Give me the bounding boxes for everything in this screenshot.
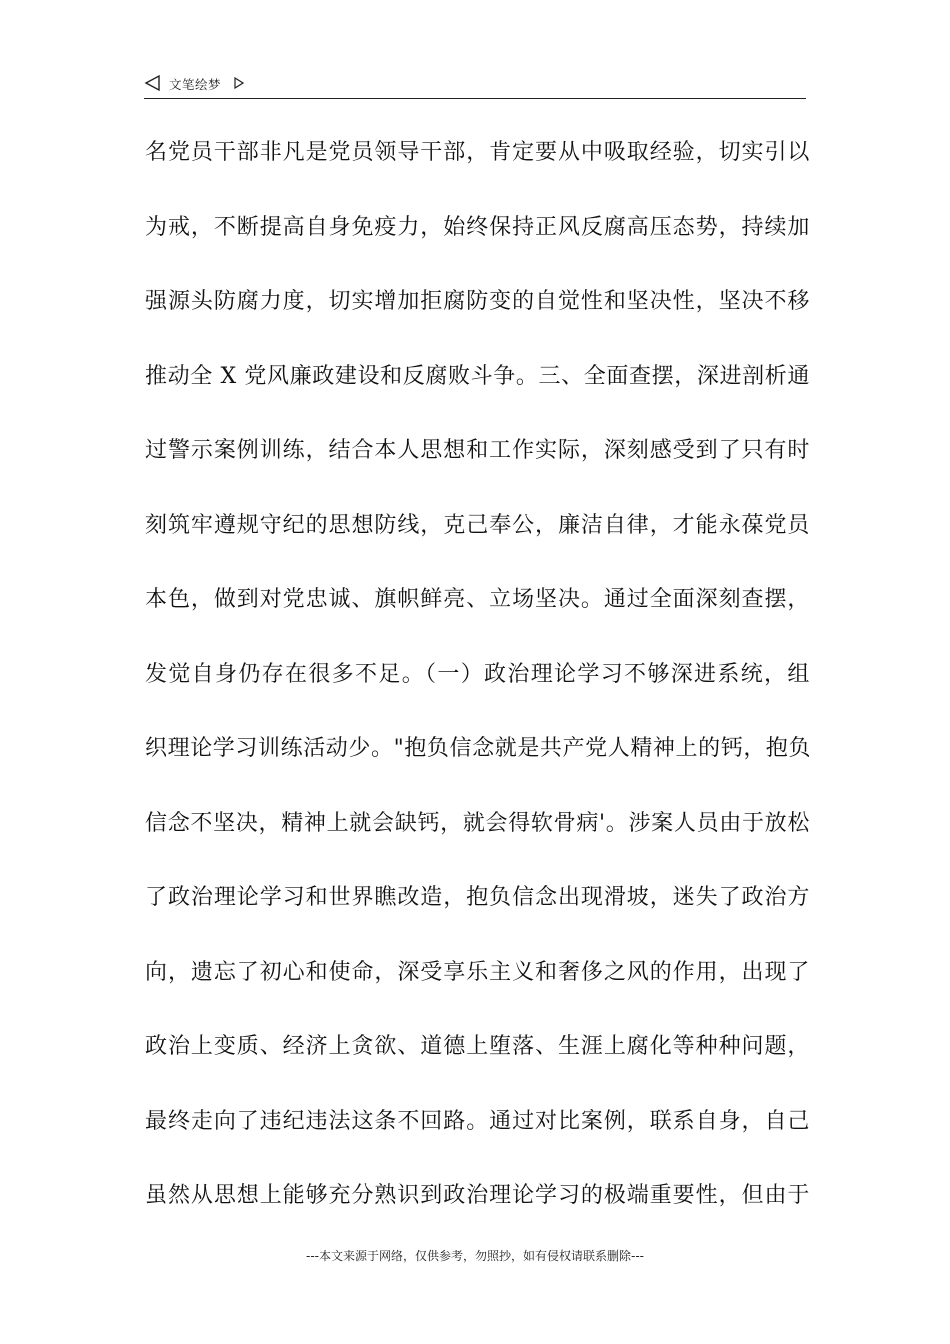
body-line: 虽然从思想上能够充分熟识到政治理论学习的极端重要性，但由于 <box>145 1183 810 1208</box>
body-line: 发觉自身仍存在很多不足。（一）政治理论学习不够深进系统，组 <box>145 661 810 687</box>
document-body <box>145 133 810 1251</box>
body-line: 了政治理论学习和世界瞧改造，抱负信念出现滑坡，迷失了政治方 <box>145 885 810 910</box>
triangle-right-outline-icon <box>234 74 244 86</box>
body-line: 推动全 X 党风廉政建设和反腐败斗争。三、全面查摆，深进剖析通 <box>145 363 810 389</box>
body-line: 刻筑牢遵规守纪的思想防线，克己奉公，廉洁自律，才能永葆党员 <box>145 512 810 538</box>
header-title: 文笔绘梦 <box>169 77 222 92</box>
page-header <box>144 70 806 99</box>
page-footer: ---本文来源于网络，仅供参考，勿照抄，如有侵权请联系删除--- <box>306 1249 644 1263</box>
body-line: 过警示案例训练，结合本人思想和工作实际，深刻感受到了只有时 <box>145 438 810 463</box>
body-line: 名党员干部非凡是党员领导干部，肯定要从中吸取经验，切实引以 <box>145 140 810 165</box>
body-line: 强源头防腐力度，切实增加拒腐防变的自觉性和坚决性，坚决不移 <box>145 289 810 314</box>
body-line: 政治上变质、经济上贪欲、道德上堕落、生涯上腐化等种种问题， <box>145 1034 810 1059</box>
body-line: 本色，做到对党忠诚、旗帜鲜亮、立场坚决。通过全面深刻查摆， <box>145 587 810 612</box>
body-line: 为戒，不断提高自身免疫力，始终保持正风反腐高压态势，持续加 <box>145 214 810 240</box>
triangle-left-outline-icon <box>144 74 162 92</box>
body-line: 向，遗忘了初心和使命，深受享乐主义和奢侈之风的作用，出现了 <box>145 959 810 985</box>
body-line: 织理论学习训练活动少。"抱负信念就是共产党人精神上的钙，抱负 <box>145 736 812 761</box>
body-line: 最终走向了违纪违法这条不回路。通过对比案例，联系自身，自己 <box>145 1108 810 1134</box>
body-line: 信念不坚决，精神上就会缺钙，就会得软骨病'。涉案人员由于放松 <box>145 810 810 836</box>
